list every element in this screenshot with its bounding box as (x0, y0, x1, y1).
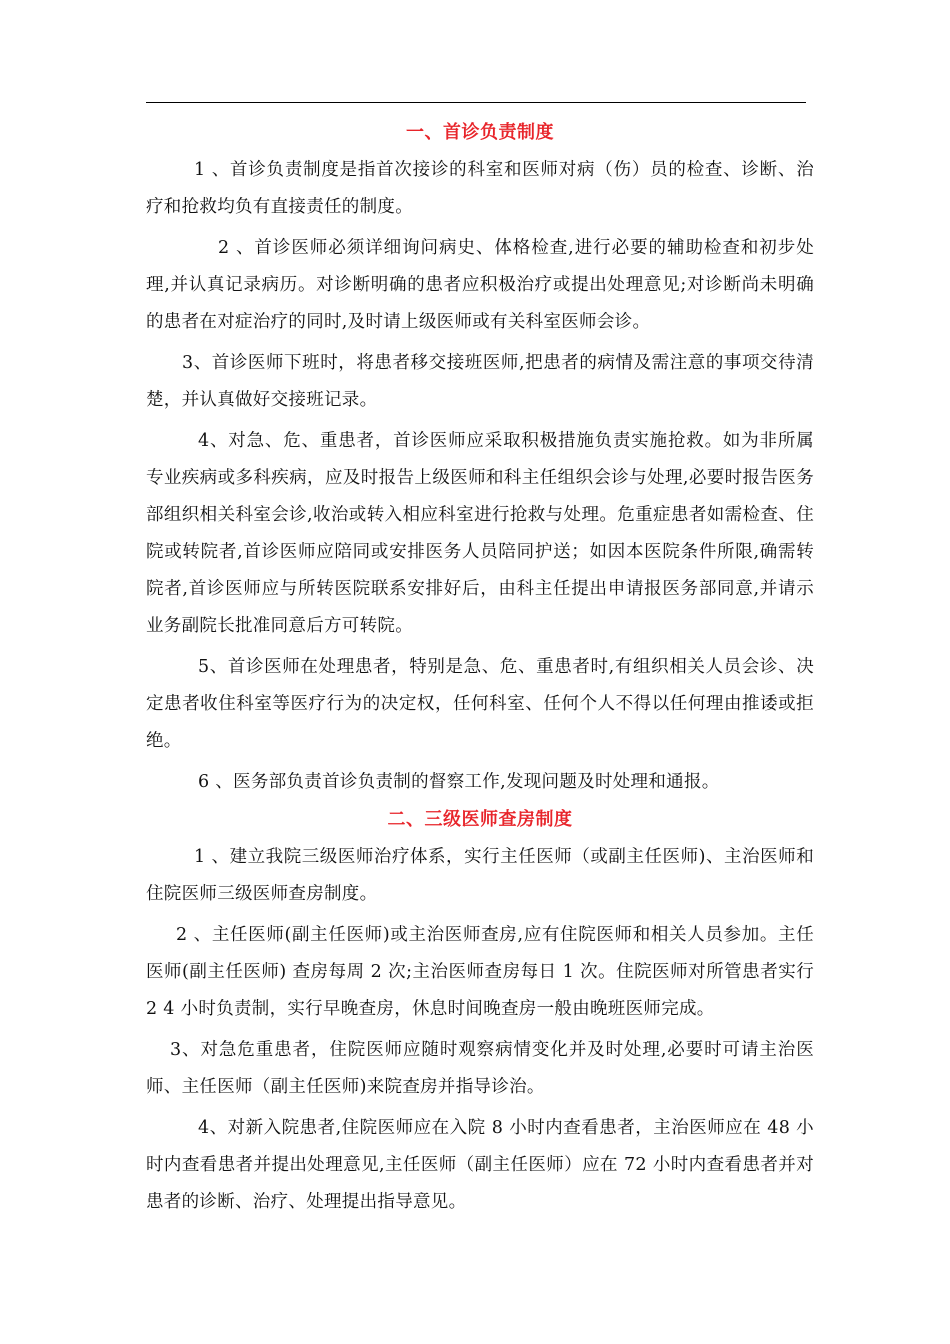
paragraph: 2 、首诊医师必须详细询问病史、体格检查,进行必要的辅助检查和初步处理,并认真记录病历。对诊断明确的患者应积极治疗或提出处理意见;对诊断尚未明确的患者在对症治疗的同时,及时请上级医师或有关科室医师会诊。 (146, 238, 814, 332)
paragraph: 6 、医务部负责首诊负责制的督察工作,发现问题及时处理和通报。 (198, 772, 720, 792)
section-heading-ward-rounds: 二、三级医师查房制度 (387, 809, 573, 830)
paragraph: 5、首诊医师在处理患者，特别是急、危、重患者时,有组织相关人员会诊、决定患者收住科室等医疗行为的决定权，任何科室、任何个人不得以任何理由推诿或拒绝。 (146, 657, 814, 751)
paragraph: 4、对急、危、重患者，首诊医师应采取积极措施负责实施抢救。如为非所属专业疾病或多科疾病，应及时报告上级医师和科主任组织会诊与处理,必要时报告医务部组织相关科室会诊,收治或转入相应科室进行抢救与处理。危重症患者如需检查、住院或转院者,首诊医师应陪同或安排医务人员陪同护送；如因本医院条件所限,确需转院者,首诊医师应与所转医院联系安排好后，由科主任提出申请报医务部同意,并请示业务副院长批准同意后方可转院。 (146, 431, 814, 636)
paragraph: 3、首诊医师下班时，将患者移交接班医师,把患者的病情及需注意的事项交待清楚，并认真做好交接班记录。 (146, 353, 814, 410)
section-heading-first-visit: 一、首诊负责制度 (406, 122, 554, 143)
header-rule (146, 102, 806, 103)
paragraph: 4、对新入院患者,住院医师应在入院 8 小时内查看患者，主治医师应在 48 小时内查看患者并提出处理意见,主任医师（副主任医师）应在 72 小时内查看患者并对患者的诊断、治疗、处理提出指导意见。 (146, 1118, 814, 1212)
paragraph: 3、对急危重患者，住院医师应随时观察病情变化并及时处理,必要时可请主治医师、主任医师（副主任医师)来院查房并指导诊治。 (146, 1040, 814, 1097)
paragraph: 1 、首诊负责制度是指首次接诊的科室和医师对病（伤）员的检查、诊断、治疗和抢救均负有直接责任的制度。 (146, 160, 814, 217)
paragraph: 1 、建立我院三级医师治疗体系，实行主任医师（或副主任医师)、主治医师和住院医师三级医师查房制度。 (146, 847, 814, 904)
document-body (146, 118, 814, 1225)
paragraph: 2 、主任医师(副主任医师)或主治医师查房,应有住院医师和相关人员参加。主任医师(副主任医师) 查房每周 2 次;主治医师查房每日 1 次。住院医师对所管患者实行 2 4 小时负责制，实行早晚查房，休息时间晚查房一般由晚班医师完成。 (146, 925, 814, 1019)
